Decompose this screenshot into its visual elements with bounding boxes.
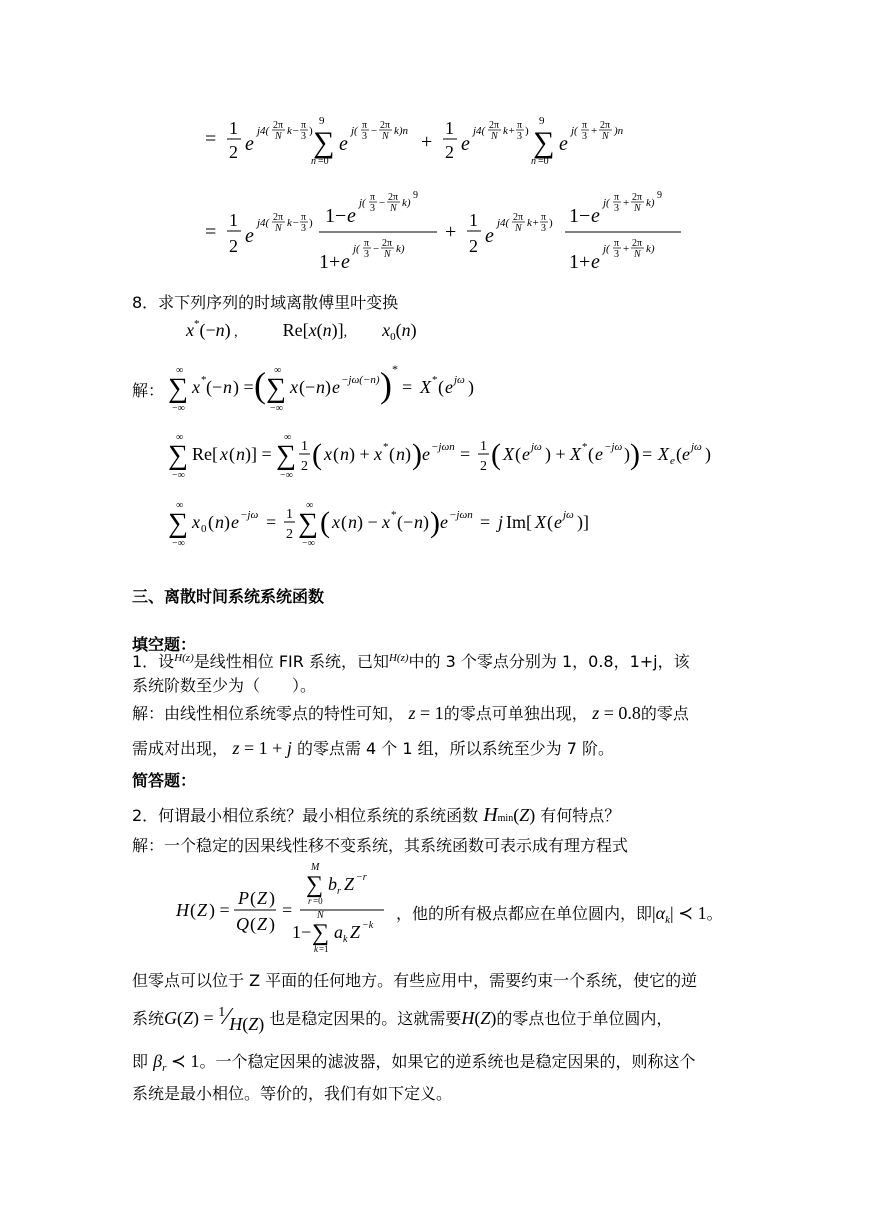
svg-text:(: ( — [389, 444, 395, 464]
svg-text:2π: 2π — [632, 192, 643, 203]
svg-text:∞: ∞ — [176, 365, 184, 376]
formula-line-1 — [205, 112, 665, 177]
svg-text:1: 1 — [480, 439, 487, 454]
svg-text:2π: 2π — [382, 238, 393, 249]
svg-text:x: x — [290, 377, 298, 397]
svg-text:∑: ∑ — [168, 508, 188, 539]
svg-text:X: X — [570, 444, 581, 464]
svg-text:1−: 1− — [325, 205, 347, 227]
svg-text:−∞: −∞ — [172, 538, 185, 549]
q8-equation-2 — [168, 432, 711, 489]
svg-text:e: e — [347, 205, 356, 227]
svg-text:3: 3 — [541, 223, 546, 234]
svg-text:+: + — [623, 197, 630, 209]
paragraph-line-1: 但零点可以位于 Z 平面的任何地方。有些应用中，需要约束一个系统，使它的逆 — [132, 971, 698, 990]
svg-text:N: N — [382, 131, 389, 142]
svg-text:−jω: −jω — [240, 509, 259, 521]
svg-text:=: = — [642, 444, 653, 464]
svg-text:X: X — [658, 444, 669, 464]
svg-text:=0: =0 — [313, 896, 323, 906]
paragraph-line-2: 系统G(Z) = 1⁄H(Z) 也是稳定因果的。这就需要H(Z)的零点也位于单位圆内， — [132, 1004, 673, 1034]
svg-text:∞: ∞ — [176, 500, 184, 511]
svg-text:jω: jω — [454, 374, 465, 386]
svg-text:2π: 2π — [513, 212, 524, 223]
q2-question: 2．何谓最小相位系统？最小相位系统的系统函数 Hmin(Z) 有何特点？ — [132, 804, 621, 826]
svg-text:n: n — [414, 512, 423, 532]
svg-text:1: 1 — [229, 210, 238, 230]
svg-text:e: e — [339, 133, 348, 155]
svg-text:9: 9 — [657, 190, 662, 201]
svg-text:n: n — [340, 444, 349, 464]
svg-text:): ) — [423, 512, 429, 532]
svg-text:e: e — [595, 444, 603, 464]
svg-text:3: 3 — [301, 131, 306, 142]
svg-text:N: N — [390, 203, 397, 214]
svg-text:∞: ∞ — [306, 500, 314, 511]
svg-text:Im[: Im[ — [506, 512, 532, 532]
svg-text:e: e — [440, 512, 448, 532]
svg-text:X: X — [535, 512, 546, 532]
svg-text:): ) — [624, 444, 630, 464]
svg-text:3: 3 — [301, 223, 306, 234]
svg-text:2π: 2π — [273, 120, 284, 131]
svg-text:j4(: j4( — [257, 125, 270, 137]
svg-text:Z: Z — [350, 922, 361, 942]
svg-text:∑: ∑ — [533, 126, 555, 159]
svg-text:x: x — [220, 444, 228, 464]
svg-text:n: n — [531, 156, 536, 167]
svg-text:2: 2 — [469, 236, 478, 256]
svg-text:(: ( — [312, 438, 322, 471]
svg-text:∑: ∑ — [298, 508, 318, 539]
svg-text:1−: 1− — [292, 922, 312, 942]
svg-text:x: x — [192, 377, 200, 397]
svg-text:9: 9 — [319, 115, 325, 127]
svg-text:∑: ∑ — [313, 126, 335, 159]
short-answer-heading: 简答题： — [132, 771, 197, 790]
svg-text:): ) — [430, 506, 440, 539]
svg-text:X: X — [503, 444, 514, 464]
svg-text:*: * — [432, 374, 438, 386]
svg-text:−k: −k — [362, 920, 374, 931]
svg-text:r: r — [308, 896, 312, 906]
svg-text:e: e — [522, 444, 530, 464]
svg-text:−: − — [373, 243, 380, 255]
q1-solution-line-1: 解：由线性相位系统零点的特性可知， z = 1的零点可单独出现， z = 0.8的零点 — [132, 703, 689, 723]
svg-text:=: = — [480, 512, 491, 532]
svg-text:): ) — [325, 377, 331, 397]
svg-text:−jω: −jω — [604, 441, 623, 453]
svg-text:π: π — [582, 120, 588, 131]
svg-text:j4(: j4( — [473, 125, 486, 137]
svg-text:): ) — [630, 438, 640, 471]
section-3-title: 三、离散时间系统系统函数 — [132, 587, 325, 606]
svg-text:(−: (− — [206, 377, 223, 397]
svg-text:2: 2 — [480, 459, 487, 474]
svg-text:Z: Z — [257, 888, 268, 908]
svg-text:Q: Q — [236, 914, 249, 934]
hz-rational-equation — [176, 862, 406, 957]
svg-text:x: x — [192, 512, 200, 532]
svg-text:j(: j( — [603, 197, 610, 209]
svg-text:=: = — [402, 377, 413, 397]
svg-text:(: ( — [229, 444, 235, 464]
svg-text:): ) — [269, 888, 275, 908]
svg-text:(: ( — [320, 506, 330, 539]
svg-text:N: N — [491, 131, 498, 142]
svg-text:1+: 1+ — [319, 251, 341, 273]
q8-equation-3 — [168, 500, 588, 557]
svg-text:∑: ∑ — [306, 872, 324, 898]
svg-text:e: e — [554, 512, 562, 532]
svg-text:1−: 1− — [569, 205, 591, 227]
svg-text:): ) — [224, 512, 230, 532]
svg-text:N: N — [317, 910, 324, 921]
svg-text:+: + — [623, 243, 630, 255]
svg-text:N: N — [384, 249, 391, 260]
svg-text:): ) — [309, 217, 313, 229]
svg-text:∞: ∞ — [176, 432, 184, 443]
svg-text:=: = — [205, 221, 217, 243]
svg-text:j4(: j4( — [497, 217, 510, 229]
svg-text:1: 1 — [445, 118, 454, 138]
svg-text:2π: 2π — [632, 238, 643, 249]
svg-text:+: + — [421, 131, 433, 153]
paragraph-line-3: 即 $\beta_r$ ≺ 1。一个稳定因果的滤波器，如果它的逆系统也是稳定因果的，则称这个 — [132, 1051, 696, 1074]
q1-solution-line-2: 需成对出现， z = 1 + j 的零点需 4 个 1 组，所以系统至少为 7 阶。 — [132, 738, 615, 758]
svg-text:(−: (− — [299, 377, 316, 397]
svg-text:(: ( — [491, 438, 501, 471]
svg-text:(: ( — [250, 914, 256, 934]
svg-text:jω: jω — [563, 509, 574, 521]
svg-text:k−: k− — [287, 217, 300, 229]
svg-text:−: − — [371, 125, 378, 137]
svg-text:−jωn: −jωn — [449, 509, 473, 521]
svg-text:=: = — [205, 128, 217, 150]
svg-text:e: e — [422, 444, 430, 464]
svg-text:2: 2 — [229, 142, 238, 162]
svg-text:2π: 2π — [600, 120, 611, 131]
svg-text:=0: =0 — [538, 156, 549, 167]
svg-text:Z: Z — [197, 900, 208, 920]
svg-text:3: 3 — [370, 203, 375, 214]
svg-text:e: e — [682, 444, 690, 464]
svg-text:2: 2 — [229, 236, 238, 256]
svg-text:X: X — [420, 377, 431, 397]
svg-text:k: k — [343, 934, 348, 945]
svg-text:N: N — [515, 223, 522, 234]
svg-text:(: ( — [190, 900, 196, 920]
svg-text:2π: 2π — [388, 192, 399, 203]
svg-text:3: 3 — [582, 131, 587, 142]
svg-text:): ) — [412, 438, 422, 471]
svg-text:x: x — [332, 512, 340, 532]
svg-text:n: n — [316, 377, 325, 397]
svg-text:3: 3 — [362, 131, 367, 142]
svg-text:−∞: −∞ — [302, 538, 315, 549]
q1-text-line-2: 系统阶数至少为（ ）。 — [132, 676, 317, 695]
paragraph-line-4: 系统是最小相位。等价的，我们有如下定义。 — [132, 1084, 453, 1103]
svg-text:=: = — [282, 900, 293, 920]
svg-text:∑: ∑ — [276, 440, 296, 471]
svg-text:j(: j( — [359, 197, 366, 209]
svg-text:a: a — [334, 922, 343, 942]
svg-text:): ) — [309, 125, 313, 137]
svg-text:): ) — [468, 377, 474, 397]
svg-text:(: ( — [250, 888, 256, 908]
svg-text:j(: j( — [351, 125, 358, 137]
svg-text:k: k — [314, 944, 318, 954]
svg-text:=0: =0 — [318, 156, 329, 167]
svg-text:j(: j( — [603, 243, 610, 255]
svg-text:jω: jω — [531, 441, 542, 453]
svg-text:N: N — [634, 249, 641, 260]
svg-text:Z: Z — [344, 874, 355, 894]
q8-solution-label: 解： — [132, 381, 165, 400]
svg-text:x: x — [374, 444, 382, 464]
svg-text:): ) — [525, 125, 529, 137]
svg-text:r: r — [337, 886, 341, 897]
svg-text:)]: )] — [577, 512, 589, 532]
svg-text:π: π — [614, 238, 620, 249]
svg-text:(: ( — [588, 444, 594, 464]
svg-text:k): k) — [646, 197, 655, 209]
svg-text:): ) — [405, 444, 411, 464]
svg-text:) =: ) = — [209, 900, 230, 920]
svg-text:π: π — [362, 120, 368, 131]
svg-text:x: x — [324, 444, 332, 464]
svg-text:*: * — [582, 441, 588, 453]
svg-text:e: e — [461, 133, 470, 155]
svg-text:): ) — [380, 365, 392, 405]
svg-text:H: H — [176, 900, 189, 920]
svg-text:(: ( — [676, 444, 682, 464]
svg-text:(: ( — [254, 365, 266, 405]
svg-text:+: + — [591, 125, 598, 137]
hz-description: ，他的所有极点都应在单位圆内，即$|\alpha_k|$ ≺ 1。 — [396, 903, 723, 926]
svg-text:k): k) — [402, 197, 411, 209]
svg-text:3: 3 — [364, 249, 369, 260]
svg-text:): ) — [269, 914, 275, 934]
svg-text:M: M — [311, 862, 320, 873]
svg-text:π: π — [370, 192, 376, 203]
svg-text:3: 3 — [517, 131, 522, 142]
svg-text:π: π — [364, 238, 370, 249]
svg-text:) −: ) − — [357, 512, 378, 532]
svg-text:k+: k+ — [503, 125, 516, 137]
svg-text:k): k) — [396, 243, 405, 255]
svg-text:+: + — [445, 221, 457, 243]
svg-text:(: ( — [208, 512, 214, 532]
svg-text:1+: 1+ — [569, 251, 591, 273]
svg-text:x: x — [382, 512, 390, 532]
svg-text:k−: k− — [287, 125, 300, 137]
svg-text:j(: j( — [571, 125, 578, 137]
svg-text:e: e — [445, 377, 453, 397]
svg-text:(: ( — [515, 444, 521, 464]
svg-text:π: π — [301, 212, 307, 223]
svg-text:π: π — [301, 120, 307, 131]
svg-text:2π: 2π — [380, 120, 391, 131]
svg-text:k): k) — [646, 243, 655, 255]
svg-text:e: e — [231, 512, 239, 532]
svg-text:(: ( — [438, 377, 444, 397]
svg-text:e: e — [591, 205, 600, 227]
svg-text:∑: ∑ — [168, 440, 188, 471]
svg-text:0: 0 — [201, 523, 207, 535]
svg-text:−∞: −∞ — [172, 470, 185, 481]
svg-text:)] =: )] = — [245, 444, 272, 464]
svg-text:N: N — [275, 131, 282, 142]
svg-text:k+: k+ — [527, 217, 540, 229]
svg-text:n: n — [348, 512, 357, 532]
svg-text:=1: =1 — [319, 944, 329, 954]
svg-text:j(: j( — [353, 243, 360, 255]
svg-text:Z: Z — [257, 914, 268, 934]
svg-text:b: b — [328, 874, 337, 894]
svg-text:1: 1 — [229, 118, 238, 138]
svg-text:): ) — [549, 217, 553, 229]
svg-text:3: 3 — [614, 249, 619, 260]
svg-text:−jω(−n): −jω(−n) — [341, 374, 380, 386]
svg-text:2: 2 — [286, 527, 293, 542]
svg-text:*: * — [392, 362, 398, 376]
svg-text:−r: −r — [356, 872, 367, 883]
svg-text:j4(: j4( — [257, 217, 270, 229]
svg-text:) =: ) = — [233, 377, 254, 397]
svg-text:Re[: Re[ — [192, 444, 218, 464]
svg-text:e: e — [245, 225, 254, 247]
svg-text:): ) — [705, 444, 711, 464]
svg-text:−∞: −∞ — [280, 470, 293, 481]
svg-text:e: e — [559, 133, 568, 155]
svg-text:∞: ∞ — [274, 365, 282, 376]
svg-text:3: 3 — [614, 203, 619, 214]
svg-text:π: π — [614, 192, 620, 203]
q8-title: 8．求下列序列的时域离散傅里叶变换 — [132, 293, 399, 312]
svg-text:e: e — [670, 455, 675, 467]
fill-in-heading: 填空题： — [132, 635, 197, 654]
q8-equation-1 — [168, 362, 488, 420]
formula-line-2 — [205, 188, 695, 283]
svg-text:2π: 2π — [489, 120, 500, 131]
svg-text:(−: (− — [397, 512, 414, 532]
svg-text:*: * — [383, 441, 389, 453]
svg-text:π: π — [517, 120, 523, 131]
svg-text:−jωn: −jωn — [431, 441, 455, 453]
svg-text:−: − — [379, 197, 386, 209]
svg-text:∑: ∑ — [266, 373, 286, 404]
q8-sequences: x*(−n) , Re[x(n)], $x_0(n)$ — [186, 318, 417, 343]
svg-text:e: e — [591, 251, 600, 273]
svg-text:∑: ∑ — [312, 920, 330, 946]
svg-text:n: n — [223, 377, 232, 397]
svg-text:(: ( — [341, 512, 347, 532]
svg-text:=: = — [460, 444, 471, 464]
svg-text:∑: ∑ — [168, 373, 188, 404]
svg-text:n: n — [236, 444, 245, 464]
svg-text:k)n: k)n — [394, 125, 409, 137]
svg-text:) +: ) + — [545, 444, 566, 464]
svg-text:e: e — [245, 133, 254, 155]
svg-text:N: N — [634, 203, 641, 214]
svg-text:9: 9 — [413, 190, 418, 201]
svg-text:2: 2 — [445, 142, 454, 162]
svg-text:π: π — [541, 212, 547, 223]
svg-text:(: ( — [547, 512, 553, 532]
svg-text:e: e — [485, 225, 494, 247]
svg-text:) +: ) + — [349, 444, 370, 464]
svg-text:−∞: −∞ — [172, 403, 185, 414]
svg-text:n: n — [215, 512, 224, 532]
svg-text:*: * — [201, 374, 207, 386]
svg-text:N: N — [275, 223, 282, 234]
svg-text:2: 2 — [301, 459, 308, 474]
svg-text:)n: )n — [614, 125, 624, 137]
svg-text:*: * — [391, 509, 397, 521]
svg-text:9: 9 — [539, 115, 545, 127]
svg-text:j: j — [498, 512, 504, 532]
svg-text:=: = — [266, 512, 277, 532]
svg-text:−∞: −∞ — [270, 403, 283, 414]
svg-text:n: n — [396, 444, 405, 464]
q2-solution-line-1: 解：一个稳定的因果线性移不变系统，其系统函数可表示成有理方程式 — [132, 836, 629, 855]
svg-text:2π: 2π — [273, 212, 284, 223]
svg-text:n: n — [311, 156, 316, 167]
svg-text:1: 1 — [301, 439, 308, 454]
svg-text:∞: ∞ — [284, 432, 292, 443]
svg-text:(: ( — [333, 444, 339, 464]
q1-text-line-1: 1．设$^{H(z)}$是线性相位 FIR 系统，已知$^{H(z)}$中的 3 个零点分别为 1，0.8，1+j，该 — [132, 652, 690, 671]
svg-text:jω: jω — [691, 441, 702, 453]
svg-text:1: 1 — [469, 210, 478, 230]
svg-text:1: 1 — [286, 507, 293, 522]
svg-text:e: e — [341, 251, 350, 273]
svg-text:e: e — [332, 377, 340, 397]
svg-text:P: P — [238, 888, 249, 908]
svg-text:N: N — [602, 131, 609, 142]
